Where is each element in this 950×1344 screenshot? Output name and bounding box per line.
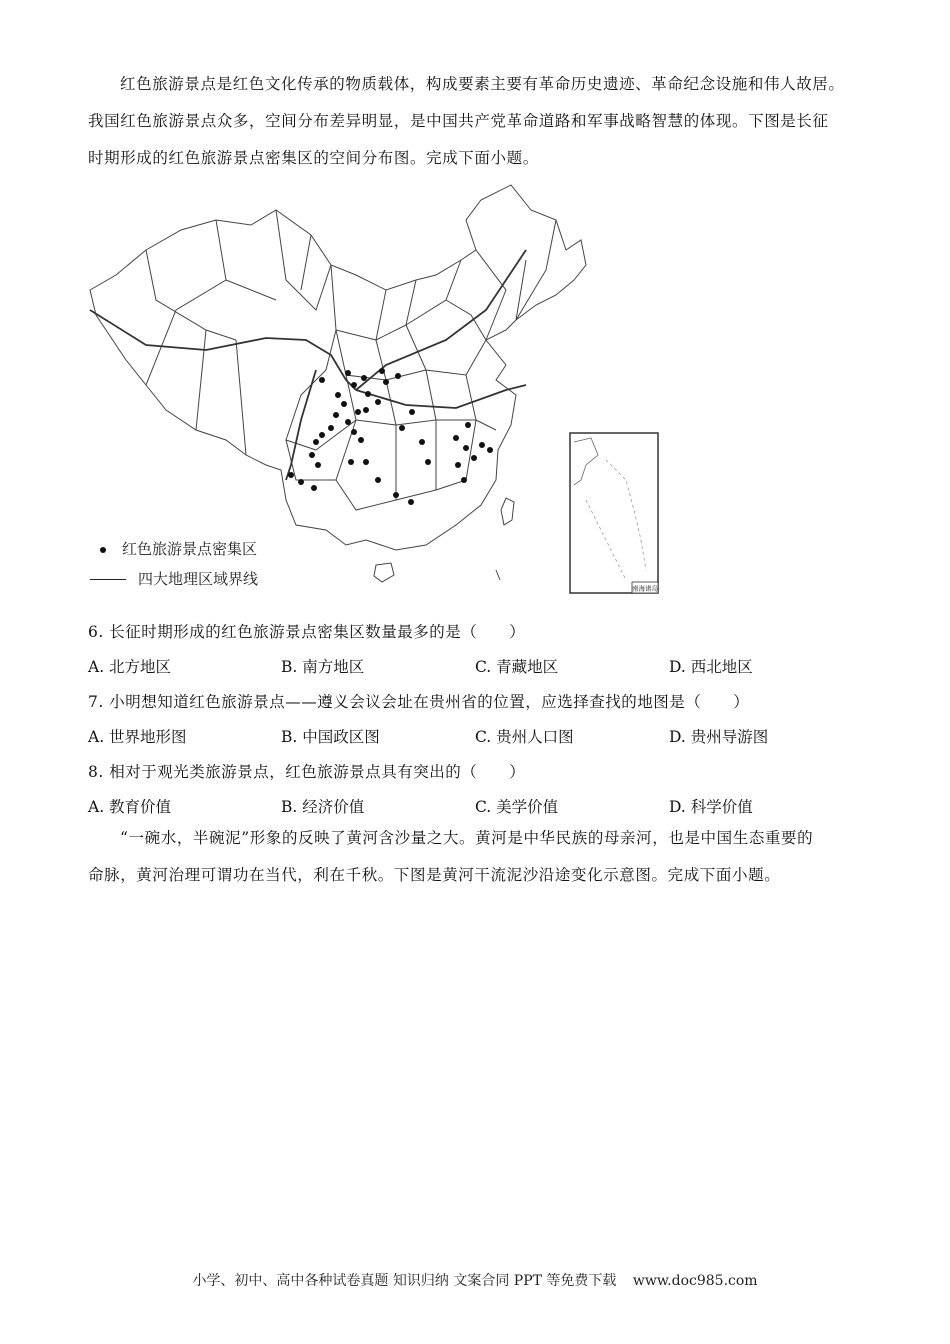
red-tourism-point <box>399 425 405 431</box>
red-tourism-point <box>355 409 361 415</box>
red-tourism-point <box>383 379 389 385</box>
question-6-option-b: B. 南方地区 <box>281 658 365 676</box>
question-7-option-a: A. 世界地形图 <box>88 728 187 746</box>
red-tourism-point <box>379 368 385 374</box>
red-tourism-point <box>361 375 367 381</box>
red-tourism-point <box>393 492 399 498</box>
legend-line-icon <box>90 579 126 580</box>
red-tourism-point <box>395 373 401 379</box>
red-tourism-point <box>463 445 469 451</box>
red-tourism-point <box>345 370 351 376</box>
intro-line: 我国红色旅游景点众多，空间分布差异明显，是中国共产党革命道路和军事战略智慧的体现。下图是长征 <box>88 112 829 130</box>
red-tourism-point <box>319 432 325 438</box>
intro-paragraph-1 <box>88 66 868 177</box>
question-7-stem: 7. 小明想知道红色旅游景点——遵义会议会址在贵州省的位置，应选择查找的地图是（ ） <box>88 693 750 711</box>
red-tourism-point <box>363 459 369 465</box>
footer-link[interactable]: www.doc985.com <box>632 1273 758 1289</box>
red-tourism-point <box>408 499 414 505</box>
intro-line: 命脉，黄河治理可谓功在当代，利在千秋。下图是黄河干流泥沙沿途变化示意图。完成下面小题。 <box>88 866 781 884</box>
taiwan-outline <box>501 498 514 525</box>
page-footer <box>0 1270 950 1290</box>
intro-line: “一碗水，半碗泥”形象的反映了黄河含沙量之大。黄河是中华民族的母亲河，也是中国生态重要的 <box>120 829 814 847</box>
legend-line-item <box>90 568 258 589</box>
red-tourism-point <box>363 407 369 413</box>
red-tourism-point <box>461 477 467 483</box>
legend-dot-label: 红色旅游景点密集区 <box>122 540 258 558</box>
red-tourism-point <box>453 435 459 441</box>
legend-dot-icon <box>100 547 106 553</box>
red-tourism-point <box>315 462 321 468</box>
question-7-option-c: C. 贵州人口图 <box>475 728 574 746</box>
hainan-outline <box>374 563 394 582</box>
red-tourism-point <box>335 392 341 398</box>
question-7-option-d: D. 贵州导游图 <box>669 728 769 746</box>
red-tourism-point <box>471 455 477 461</box>
red-tourism-point <box>351 382 357 388</box>
question-8-option-a: A. 教育价值 <box>88 798 172 816</box>
red-tourism-point <box>333 412 339 418</box>
red-tourism-point <box>465 422 471 428</box>
red-tourism-point <box>351 429 357 435</box>
red-tourism-point <box>298 479 304 485</box>
red-tourism-point <box>313 439 319 445</box>
red-tourism-point <box>375 477 381 483</box>
red-tourism-point <box>375 399 381 405</box>
intro-line: 时期形成的红色旅游景点密集区的空间分布图。完成下面小题。 <box>88 149 539 167</box>
question-6-option-a: A. 北方地区 <box>88 658 172 676</box>
red-tourism-point <box>419 439 425 445</box>
dash-mark <box>496 570 500 580</box>
red-tourism-point <box>309 452 315 458</box>
question-8-option-c: C. 美学价值 <box>475 798 559 816</box>
south-china-sea-inset <box>570 433 659 593</box>
region-boundary-line <box>90 310 356 390</box>
intro-paragraph-2 <box>88 820 868 894</box>
red-tourism-point <box>341 401 347 407</box>
red-tourism-point <box>348 459 354 465</box>
red-tourism-point <box>311 485 317 491</box>
region-boundary-line <box>356 385 526 408</box>
question-8-option-d: D. 科学价值 <box>669 798 753 816</box>
red-tourism-point <box>345 419 351 425</box>
red-tourism-point <box>479 442 485 448</box>
red-tourism-point <box>455 462 461 468</box>
china-red-tourism-map <box>86 180 666 600</box>
legend-line-label: 四大地理区域界线 <box>138 570 259 588</box>
question-7-option-b: B. 中国政区图 <box>281 728 380 746</box>
footer-text: 小学、初中、高中各种试卷真题 知识归纳 文案合同 PPT 等免费下载 <box>192 1273 617 1289</box>
question-6-stem: 6. 长征时期形成的红色旅游景点密集区数量最多的是（ ） <box>88 623 526 641</box>
red-tourism-point <box>487 447 493 453</box>
intro-line: 红色旅游景点是红色文化传承的物质载体，构成要素主要有革命历史遗迹、革命纪念设施和伟人故居。 <box>120 75 845 93</box>
red-tourism-point <box>425 459 431 465</box>
question-6-option-c: C. 青藏地区 <box>475 658 559 676</box>
red-tourism-point <box>409 409 415 415</box>
question-8-stem: 8. 相对于观光类旅游景点，红色旅游景点具有突出的（ ） <box>88 763 526 781</box>
red-tourism-point <box>365 391 371 397</box>
inset-label: 南海诸岛 <box>632 584 658 593</box>
legend-dot-item <box>100 538 257 559</box>
question-6-option-d: D. 西北地区 <box>669 658 753 676</box>
red-tourism-point <box>328 425 334 431</box>
red-tourism-point <box>319 377 325 383</box>
red-tourism-point <box>288 472 294 478</box>
red-tourism-point <box>358 437 364 443</box>
question-8-option-b: B. 经济价值 <box>281 798 365 816</box>
